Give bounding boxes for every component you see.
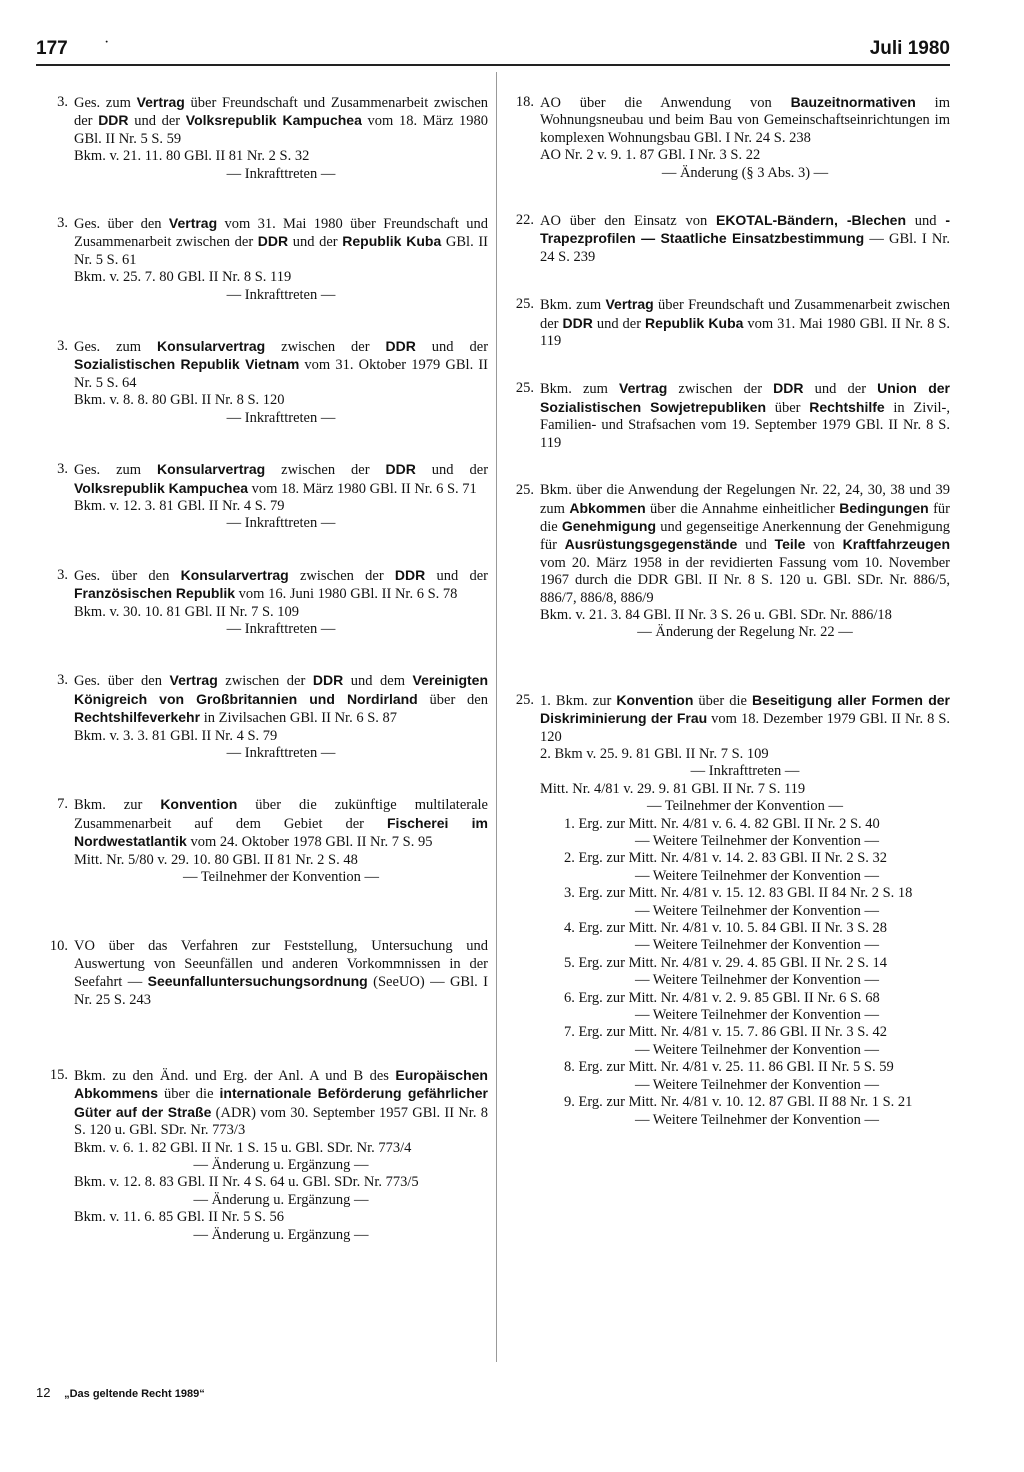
entry — [36, 461, 488, 533]
entry-text: über die Annahme einheitlicher — [645, 500, 840, 517]
entry-keyword: Europäischen Abkommens — [74, 1067, 488, 1102]
page-number: 177 — [36, 38, 68, 59]
entry-keyword: DDR — [773, 380, 804, 397]
entry-note: — Änderung u. Ergänzung — — [193, 1191, 369, 1208]
entry-text: Bkm. über die Anwendung der Regelungen Nr. 22, 24, 30, 38 und 39 zum — [540, 482, 950, 517]
entry-number: 3. — [57, 94, 68, 110]
entry-note: — Änderung der Regelung Nr. 22 — — [637, 624, 853, 641]
entry-reference: 7. Erg. zur Mitt. Nr. 4/81 v. 15. 7. 86 GBl. II Nr. 3 S. 42 — [564, 1024, 888, 1041]
entry-keyword: Volksrepublik Kampuchea — [185, 112, 362, 129]
entry-text: Bkm. zur — [74, 797, 161, 814]
entry-keyword: Konsularvertrag — [157, 461, 266, 478]
entry-reference: 5. Erg. zur Mitt. Nr. 4/81 v. 29. 4. 85 GBl. II Nr. 2 S. 14 — [564, 954, 888, 971]
entry-keyword: Konvention — [160, 796, 238, 813]
entry-text: über die zukünftige multilaterale Zusammenarbeit auf dem Gebiet der — [74, 797, 488, 832]
entry-reference: 6. Erg. zur Mitt. Nr. 4/81 v. 2. 9. 85 GBl. II Nr. 6 S. 68 — [564, 989, 880, 1006]
entry-text: und der — [592, 315, 646, 332]
entry-text: und der — [425, 567, 488, 584]
entry-title — [74, 338, 488, 392]
entry-reference: 2. Erg. zur Mitt. Nr. 4/81 v. 14. 2. 83 GBl. II Nr. 2 S. 32 — [564, 850, 888, 867]
entry-keyword: Konvention — [616, 691, 694, 708]
entry-keyword: Vertrag — [168, 215, 218, 232]
entry-note: — Teilnehmer der Konvention — — [182, 869, 380, 885]
entry-text: vom 24. Oktober 1978 GBl. II Nr. 7 S. 95 — [186, 834, 433, 851]
entry-text: und gegenseitige Anerkennung der Genehmigung für — [540, 518, 950, 554]
entry-text: Bkm. zum — [540, 297, 606, 314]
entry-reference: Bkm. v. 30. 10. 81 GBl. II Nr. 7 S. 109 — [74, 603, 300, 620]
entry-keyword: Abkommen — [569, 499, 646, 516]
column-divider — [496, 72, 497, 1362]
entry-text: und der — [803, 381, 878, 398]
entry-text: (SeeUO) — GBl. I Nr. 25 S. 243 — [74, 974, 488, 1008]
entry — [36, 338, 488, 427]
entry-keyword: Volksrepublik Kampuchea — [74, 479, 249, 496]
entry-text: und der — [128, 113, 186, 130]
entry-reference: Bkm. v. 11. 6. 85 GBl. II Nr. 5 S. 56 — [74, 1209, 284, 1226]
entry-text: von — [805, 537, 843, 554]
entry-note: — Weitere Teilnehmer der Konvention — — [634, 902, 880, 919]
entry-text: Ges. über den — [74, 216, 169, 233]
entry-reference: 8. Erg. zur Mitt. Nr. 4/81 v. 25. 11. 86 GBl. II Nr. 5 S. 59 — [564, 1059, 894, 1076]
entry-text: und der — [415, 462, 489, 479]
entry-text: AO über den Einsatz von — [540, 213, 716, 230]
entry-number: 25. — [515, 296, 534, 313]
entry-text: und der — [415, 339, 489, 356]
entry-reference: 3. Erg. zur Mitt. Nr. 4/81 v. 15. 12. 83 GBl. II 84 Nr. 2 S. 18 — [564, 885, 913, 902]
entry-reference: 9. Erg. zur Mitt. Nr. 4/81 v. 10. 12. 87 GBl. II 88 Nr. 1 S. 21 — [564, 1094, 913, 1111]
entry-reference: Bkm. v. 3. 3. 81 GBl. II Nr. 4 S. 79 — [74, 727, 278, 744]
entry-reference: AO Nr. 2 v. 9. 1. 87 GBl. I Nr. 3 S. 22 — [540, 147, 761, 164]
entry-text: zwischen der — [265, 462, 386, 479]
entry-number: 3. — [57, 338, 68, 355]
header-dot: · — [104, 34, 110, 51]
entry — [36, 1067, 488, 1244]
entry-keyword: Vertrag — [169, 672, 218, 689]
entry-keyword: DDR — [385, 461, 416, 478]
entry-text: Ges. zum — [74, 95, 137, 111]
entry-reference: Bkm. v. 21. 11. 80 GBl. II 81 Nr. 2 S. 32 — [74, 148, 310, 165]
entry-keyword: Rechtshilfe — [809, 398, 885, 415]
entry-keyword: Vertrag — [619, 380, 668, 397]
entry-text: Ges. zum — [74, 462, 158, 479]
entry-note: — Inkrafttreten — — [226, 620, 336, 637]
left-column — [36, 94, 488, 1244]
entry-keyword: Konsularvertrag — [157, 338, 266, 355]
entry-text: und dem — [343, 673, 413, 690]
entry-keyword: Französischen Republik — [74, 585, 236, 602]
entry-note: — Weitere Teilnehmer der Konvention — — [634, 1041, 880, 1058]
entry-number: 25. — [515, 691, 534, 708]
entry-title — [74, 567, 488, 604]
entry-note: — Änderung u. Ergänzung — — [193, 1157, 369, 1174]
entry-text: (ADR) vom 30. September 1957 GBl. II Nr. 8 S. 120 u. GBl. SDr. Nr. 773/3 — [74, 1104, 488, 1139]
entry-text: zwischen der — [265, 339, 386, 356]
entry-title — [540, 482, 950, 607]
entry-note: — Weitere Teilnehmer der Konvention — — [634, 972, 880, 989]
right-column — [502, 94, 950, 1129]
entry-keyword: Ausrüstungsgegenstände — [564, 536, 738, 553]
entry-number: 18. — [515, 94, 534, 110]
entry-keyword: DDR — [312, 672, 344, 689]
entry-note: — Änderung (§ 3 Abs. 3) — — [661, 164, 829, 181]
entry-keyword: DDR — [98, 112, 129, 129]
entry-text: vom 31. Oktober 1979 GBl. II Nr. 5 S. 64 — [74, 357, 488, 391]
entry-number: 3. — [57, 672, 68, 689]
entry-text: Ges. über den — [74, 567, 181, 584]
entry-keyword: Bedingungen — [839, 499, 929, 516]
entry-keyword: DDR — [562, 314, 593, 331]
entry-keyword: DDR — [394, 566, 426, 583]
entry — [502, 380, 950, 452]
entry-reference: 4. Erg. zur Mitt. Nr. 4/81 v. 10. 5. 84 GBl. II Nr. 3 S. 28 — [564, 920, 888, 937]
entry-text: über Freundschaft und Zusammenarbeit zwischen der — [74, 95, 489, 130]
entry-reference: Bkm. v. 12. 3. 81 GBl. II Nr. 4 S. 79 — [74, 497, 285, 514]
entry-text: GBl. II Nr. 5 S. 61 — [74, 234, 488, 268]
footer-page-number: 12 — [36, 1385, 51, 1400]
entry-keyword: Seeunfalluntersuchungsordnung — [147, 973, 368, 990]
entry-number: 10. — [49, 938, 68, 955]
entry-reference: Bkm. v. 21. 3. 84 GBl. II Nr. 3 S. 26 u. GBl. SDr. Nr. 886/18 — [540, 606, 892, 623]
entry-reference: Mitt. Nr. 4/81 v. 29. 9. 81 GBl. II Nr. 7 S. 119 — [540, 780, 806, 797]
entry-text: in Zivilsachen GBl. II Nr. 6 S. 87 — [200, 710, 398, 727]
entry-text: und — [906, 213, 946, 230]
entry-keyword: DDR — [385, 338, 416, 355]
entry-keyword: Konsularvertrag — [180, 566, 289, 583]
entry-keyword: Vereinigten Königreich von Großbritannien und Nordirland — [74, 672, 488, 707]
entry-title — [540, 94, 950, 147]
entry-text: vom 16. Juni 1980 GBl. II Nr. 6 S. 78 — [235, 586, 458, 603]
entry-text: zwischen der — [217, 673, 313, 690]
entry — [36, 796, 488, 886]
entry-note: — Weitere Teilnehmer der Konvention — — [634, 1076, 880, 1093]
entry — [36, 672, 488, 762]
entry-title — [74, 672, 488, 727]
entry-text: über den — [417, 691, 488, 708]
entry-text: vom 31. Mai 1980 GBl. II Nr. 8 S. 119 — [540, 315, 951, 350]
entry-note: — Inkrafttreten — — [690, 763, 800, 780]
entry — [502, 296, 950, 350]
entry-text: AO über die Anwendung von — [540, 95, 791, 111]
entry-text: und der — [288, 234, 343, 251]
entry-title — [74, 796, 488, 851]
entry-text: vom 18. März 1980 GBl. II Nr. 5 S. 59 — [74, 113, 489, 147]
entry — [36, 567, 488, 639]
entry-keyword: DDR — [257, 233, 289, 250]
entry-reference: Mitt. Nr. 5/80 v. 29. 10. 80 GBl. II 81 Nr. 2 S. 48 — [74, 851, 358, 868]
entry-text: im Wohnungsneubau und beim Bau von Gemeinschaftseinrichtungen im komplexen Wohnungsbau GBl. I Nr. 24 S. 238 — [540, 95, 950, 146]
entry-text: für die — [540, 500, 950, 535]
entry-keyword: Beseitigung aller Formen der Diskriminierung der Frau — [540, 691, 951, 727]
page-date: Juli 1980 — [869, 38, 950, 59]
entry-note: — Weitere Teilnehmer der Konvention — — [634, 937, 880, 954]
entry-reference: Bkm. v. 12. 8. 83 GBl. II Nr. 4 S. 64 u. GBl. SDr. Nr. 773/5 — [74, 1174, 419, 1191]
entry — [502, 94, 950, 182]
entry-keyword: EKOTAL-Bändern, -Blechen — [715, 212, 907, 229]
entry — [502, 212, 950, 266]
entry-note: — Inkrafttreten — — [226, 286, 336, 303]
entry-keyword: Union der Sozialistischen Sowjetrepubliken — [540, 380, 950, 415]
entry-text: zwischen der — [288, 567, 395, 584]
entry-text: über die — [158, 1086, 220, 1103]
entry-text: VO über das Verfahren zur Feststellung, Untersuchung und Auswertung von Seeunfällen und anderen Vorkommnissen in der Seefahrt — — [74, 938, 488, 991]
entry-title — [540, 212, 950, 266]
entry-reference: Bkm. v. 6. 1. 82 GBl. II Nr. 1 S. 15 u. GBl. SDr. Nr. 773/4 — [74, 1139, 412, 1156]
entry-keyword: Rechtshilfeverkehr — [74, 709, 201, 726]
entry-number: 3. — [57, 566, 68, 583]
entry-title — [540, 692, 950, 746]
entry-text: Ges. über den — [74, 673, 170, 690]
entry-title — [74, 215, 488, 269]
entry-keyword: Fischerei im Nordwestatlantik — [74, 814, 488, 850]
entry-keyword: internationale Beförderung gefährlicher Güter auf der Straße — [74, 1085, 488, 1120]
page-footer — [36, 1385, 205, 1400]
entry-keyword: Bauzeitnormativen — [790, 94, 916, 110]
entry-reference: Bkm. v. 8. 8. 80 GBl. II Nr. 8 S. 120 — [74, 392, 285, 409]
entry-text: vom 31. Mai 1980 über Freundschaft und Zusammenarbeit zwischen der — [74, 216, 488, 251]
header-rule — [36, 64, 950, 66]
entry-text: vom 20. März 1958 in der revidierten Fassung vom 10. November 1967 durch die DDR GBl. II Nr. 8 S. 120 u. GBl. SDr. Nr. 886/5, 886/7, 886/8, 886/9 — [540, 554, 950, 606]
entry-note: — Inkrafttreten — — [226, 744, 336, 761]
entry-text: — GBl. I Nr. 24 S. 239 — [540, 231, 951, 265]
entry-note: — Weitere Teilnehmer der Konvention — — [634, 1111, 880, 1128]
entry-text: in Zivil-, Familien- und Strafsachen vom 19. September 1979 GBl. II Nr. 8 S. 119 — [540, 399, 950, 451]
entry-note: — Teilnehmer der Konvention — — [646, 798, 844, 815]
entry-title — [74, 938, 488, 1009]
entry-text: und — [737, 537, 775, 554]
entry-keyword: Vertrag — [136, 94, 185, 110]
entry-text: über die — [693, 692, 753, 709]
entry-number: 3. — [57, 461, 68, 478]
entry-number: 3. — [57, 215, 68, 232]
entry-reference: 2. Bkm v. 25. 9. 81 GBl. II Nr. 7 S. 109 — [540, 745, 769, 762]
entry-number: 25. — [515, 380, 534, 397]
entry-text: Bkm. zum — [540, 381, 620, 398]
entry-note: — Änderung u. Ergänzung — — [193, 1226, 369, 1243]
entry-text: 1. Bkm. zur — [540, 692, 617, 709]
entry-title — [74, 461, 488, 498]
entry-number: 22. — [515, 212, 534, 229]
entry-text: über Freundschaft und Zusammenarbeit zwischen der — [540, 297, 950, 332]
entry-title — [74, 94, 488, 148]
entry — [502, 692, 950, 1129]
entry-note: — Inkrafttreten — — [226, 515, 336, 532]
entry-text: vom 18. Dezember 1979 GBl. II Nr. 8 S. 120 — [540, 711, 951, 745]
entry-number: 25. — [515, 482, 534, 499]
entry-title — [74, 1067, 488, 1140]
entry-note: — Weitere Teilnehmer der Konvention — — [634, 1007, 880, 1024]
entry-keyword: Republik Kuba — [645, 314, 744, 331]
entry-number: 7. — [57, 796, 68, 813]
entry-note: — Inkrafttreten — — [226, 409, 336, 426]
entry-keyword: Sozialistischen Republik Vietnam — [74, 356, 300, 373]
entry-reference: Bkm. v. 25. 7. 80 GBl. II Nr. 8 S. 119 — [74, 269, 292, 286]
entry-keyword: Republik Kuba — [342, 233, 442, 250]
entry-text: vom 18. März 1980 GBl. II Nr. 6 S. 71 — [248, 480, 477, 497]
entry — [502, 482, 950, 642]
footer-source: „Das geltende Recht 1989“ — [64, 1388, 205, 1400]
entry — [36, 938, 488, 1009]
entry-title — [540, 296, 950, 350]
entry-text: zwischen der — [667, 381, 774, 398]
entry-text: über — [766, 399, 810, 416]
entry — [36, 215, 488, 304]
entry-keyword: Kraftfahrzeugen — [842, 536, 951, 553]
entry-note: — Inkrafttreten — — [226, 165, 336, 182]
entry-number: 15. — [49, 1067, 68, 1084]
entry-text: Bkm. zu den Änd. und Erg. der Anl. A und B des — [74, 1068, 396, 1085]
entry — [36, 94, 488, 183]
entry-reference: 1. Erg. zur Mitt. Nr. 4/81 v. 6. 4. 82 GBl. II Nr. 2 S. 40 — [564, 815, 880, 832]
entry-note: — Weitere Teilnehmer der Konvention — — [634, 833, 880, 849]
entry-keyword: Genehmigung — [561, 517, 657, 534]
entry-text: Ges. zum — [74, 339, 158, 356]
entry-title — [540, 380, 950, 452]
entry-keyword: Teile — [774, 536, 806, 553]
entry-keyword: -Trapezprofilen — Staatliche Einsatzbestimmung — [540, 212, 950, 247]
entry-keyword: Vertrag — [605, 296, 654, 313]
entry-note: — Weitere Teilnehmer der Konvention — — [634, 867, 880, 884]
